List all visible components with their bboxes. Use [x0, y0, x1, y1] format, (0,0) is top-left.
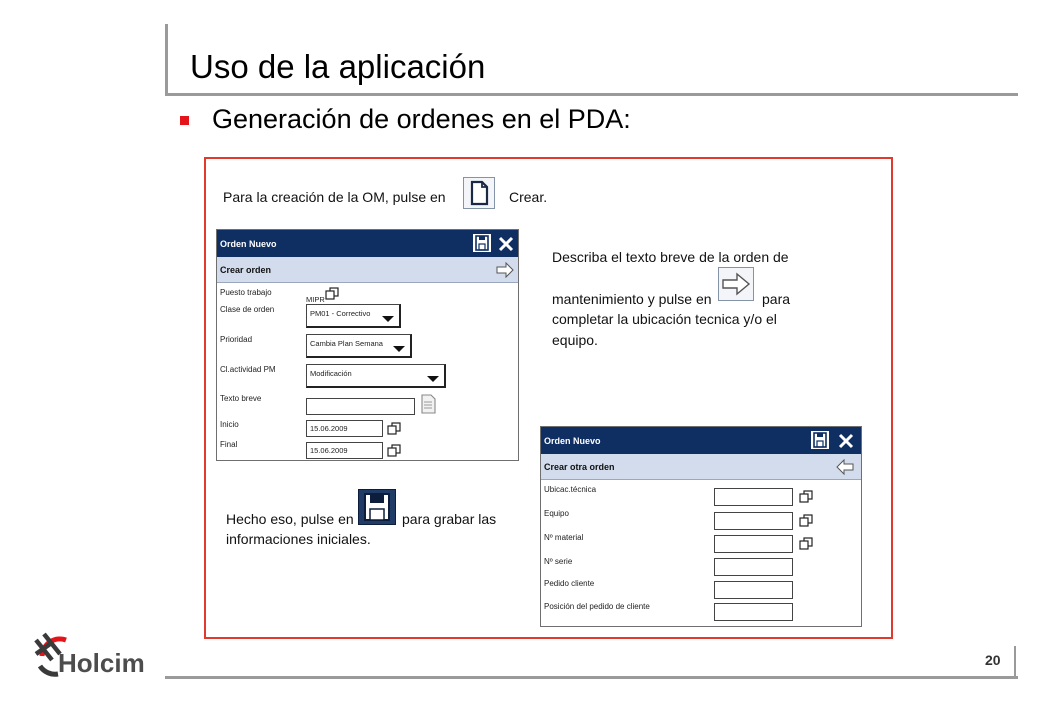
title-divider-horizontal	[165, 93, 1018, 96]
save-disk-icon	[358, 489, 396, 525]
describe-line-2-end: para	[762, 291, 791, 307]
next-arrow-icon	[718, 267, 754, 301]
inicio-input[interactable]: 15.06.2009	[306, 420, 383, 437]
copy-icon[interactable]	[799, 514, 813, 527]
title-divider-vertical	[165, 24, 168, 96]
back-arrow-icon[interactable]	[835, 458, 855, 476]
note-icon[interactable]	[419, 394, 437, 414]
clase-orden-select[interactable]	[306, 304, 401, 328]
clase-orden-label: Clase de orden	[220, 305, 275, 314]
pda-form-crear-otra-orden	[540, 426, 862, 627]
footer-divider-vertical	[1014, 646, 1016, 678]
save-icon[interactable]	[472, 233, 492, 253]
numero-material-label: Nº material	[544, 533, 584, 542]
clase-actividad-select[interactable]	[306, 364, 446, 388]
pda-form-subheader: Crear otra orden	[541, 454, 861, 480]
pedido-cliente-label: Pedido cliente	[544, 579, 595, 588]
inicio-label: Inicio	[220, 420, 239, 429]
next-arrow-icon[interactable]	[495, 261, 515, 279]
final-input[interactable]: 15.06.2009	[306, 442, 383, 459]
copy-icon[interactable]	[325, 287, 339, 300]
puesto-trabajo-label: Puesto trabajo	[220, 288, 272, 297]
pda-form-header: Orden Nuevo	[541, 427, 861, 454]
save-instruction: Hecho eso, pulse en	[226, 511, 354, 527]
puesto-trabajo-value: MIPR	[306, 295, 325, 304]
close-icon[interactable]	[495, 233, 515, 253]
pedido-cliente-input[interactable]	[714, 581, 793, 599]
clase-actividad-value: Modificación	[310, 369, 352, 378]
copy-icon[interactable]	[799, 537, 813, 550]
equipo-label: Equipo	[544, 509, 569, 518]
final-label: Final	[220, 440, 238, 449]
ubicacion-tecnica-label: Ubicac.técnica	[544, 485, 597, 494]
equipo-input[interactable]	[714, 512, 793, 530]
texto-breve-label: Texto breve	[220, 394, 262, 403]
numero-serie-label: Nº serie	[544, 557, 573, 566]
prioridad-label: Prioridad	[220, 335, 253, 344]
chevron-down-icon	[393, 346, 405, 352]
pda-form-subheader: Crear orden	[217, 257, 518, 283]
numero-material-input[interactable]	[714, 535, 793, 553]
logo-text: Holcim	[58, 648, 145, 678]
create-instruction: Para la creación de la OM, pulse en	[223, 189, 446, 205]
create-label: Crear.	[509, 189, 548, 205]
describe-line-2: mantenimiento y pulse en	[552, 291, 712, 307]
texto-breve-input[interactable]	[306, 398, 415, 415]
describe-line-4: equipo.	[552, 332, 598, 348]
describe-line-3: completar la ubicación tecnica y/o el	[552, 311, 777, 327]
create-document-icon	[463, 177, 495, 209]
bullet-marker	[180, 116, 189, 125]
numero-serie-input[interactable]	[714, 558, 793, 576]
describe-line-1: Describa el texto breve de la orden de	[552, 249, 789, 265]
ubicacion-tecnica-input[interactable]	[714, 488, 793, 506]
prioridad-value: Cambia Plan Semana	[310, 339, 383, 348]
pda-form-header: Orden Nuevo	[217, 230, 518, 257]
calendar-icon[interactable]	[387, 422, 401, 435]
close-icon[interactable]	[835, 430, 855, 450]
bullet-text: Generación de ordenes en el PDA:	[212, 104, 631, 134]
clase-actividad-label: Cl.actividad PM	[220, 365, 276, 374]
prioridad-select[interactable]	[306, 334, 412, 358]
footer-divider-horizontal	[165, 676, 1018, 679]
posicion-pedido-input[interactable]	[714, 603, 793, 621]
clase-orden-value: PM01 - Correctivo	[310, 309, 371, 318]
save-icon[interactable]	[810, 430, 830, 450]
calendar-icon[interactable]	[387, 444, 401, 457]
chevron-down-icon	[427, 376, 439, 382]
page-number: 20	[985, 652, 1001, 668]
save-line-2: informaciones iniciales.	[226, 531, 371, 547]
copy-icon[interactable]	[799, 490, 813, 503]
slide-title: Uso de la aplicación	[190, 48, 486, 85]
chevron-down-icon	[382, 316, 394, 322]
pda-form-crear-orden	[216, 229, 519, 461]
content-frame	[204, 157, 893, 639]
posicion-pedido-label: Posición del pedido de cliente	[544, 602, 650, 611]
save-label: para grabar las	[402, 511, 497, 527]
